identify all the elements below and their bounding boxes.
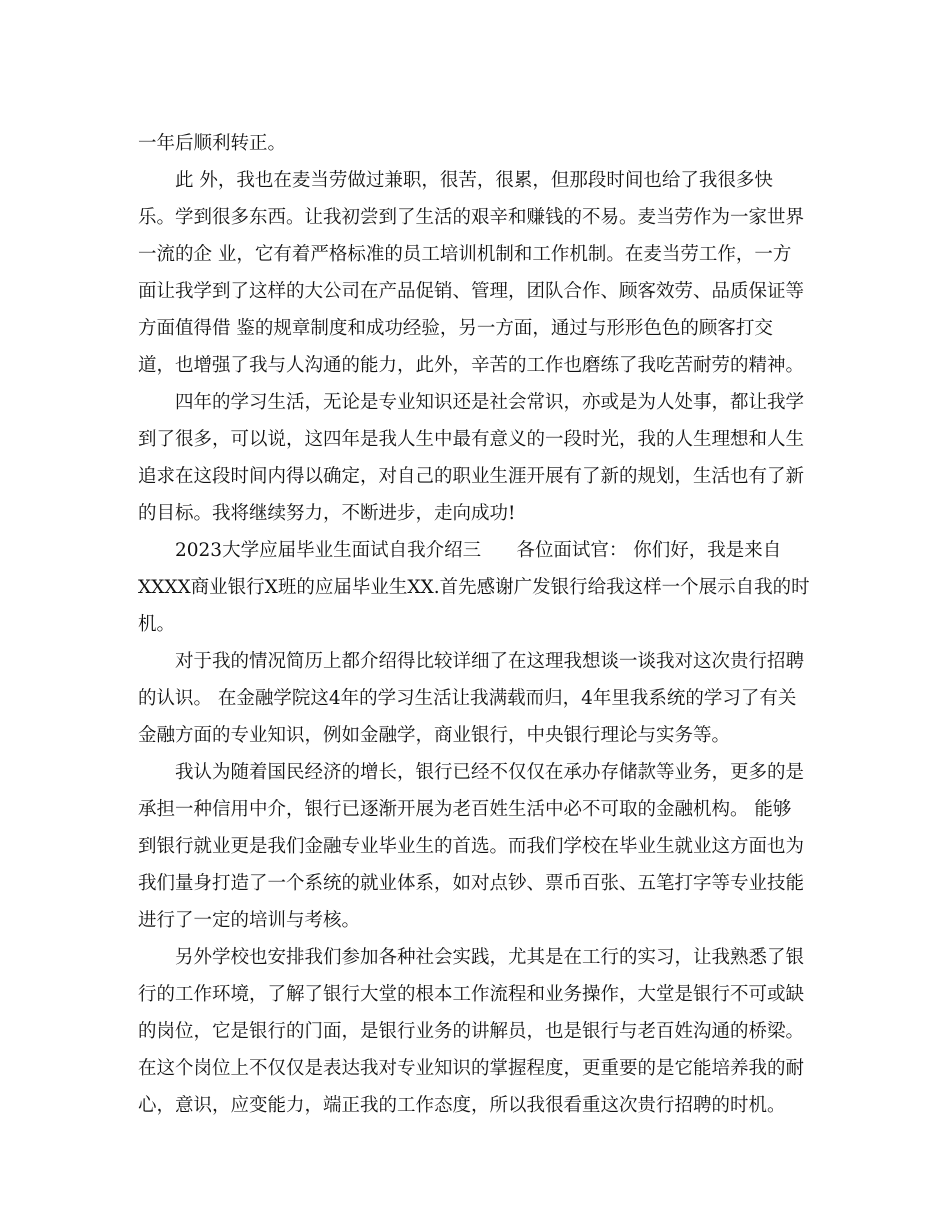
text-line: 2023大学应届毕业生面试自我介绍三 各位面试官： 你们好，我是来自 (175, 540, 782, 561)
text-line: 机。 (138, 614, 176, 635)
text-line: 对于我的情况简历上都介绍得比较详细了在这理我想谈一谈我对这次贵行招聘 (175, 651, 805, 672)
text-line: 此 外，我也在麦当劳做过兼职，很苦，很累，但那段时间也给了我很多快 (175, 170, 773, 191)
text-line: 面让我学到了这样的大公司在产品促销、管理，团队合作、顾客效劳、品质保证等 (138, 281, 805, 302)
text-line: 到了很多，可以说，这四年是我人生中最有意义的一段时光，我的人生理想和人生 (138, 429, 805, 450)
text-line: 在这个岗位上不仅仅是表达我对专业知识的掌握程度，更重要的是它能培养我的耐 (138, 1058, 805, 1079)
text-line: 到银行就业更是我们金融专业毕业生的首选。而我们学校在毕业生就业这方面也为 (138, 836, 805, 857)
text-line: 承担一种信用中介，银行已逐渐开展为老百姓生活中必不可取的金融机构。 能够 (138, 799, 792, 820)
text-line: 四年的学习生活，无论是专业知识还是社会常识，亦或是为人处事，都让我学 (175, 392, 805, 413)
text-line: 追求在这段时间内得以确定，对自己的职业生涯开展有了新的规划，生活也有了新 (138, 466, 805, 487)
text-line: XXXX商业银行X班的应届毕业生XX.首先感谢广发银行给我这样一个展示自我的时 (138, 577, 810, 598)
text-line: 金融方面的专业知识，例如金融学，商业银行，中央银行理论与实务等。 (138, 725, 731, 746)
text-line: 方面值得借 鉴的规章制度和成功经验，另一方面，通过与形形色色的顾客打交 (138, 318, 773, 339)
text-line: 道，也增强了我与人沟通的能力，此外，辛苦的工作也磨练了我吃苦耐劳的精神。 (138, 355, 805, 376)
text-line: 的岗位，它是银行的门面，是银行业务的讲解员，也是银行与老百姓沟通的桥梁。 (138, 1021, 805, 1042)
text-line: 我认为随着国民经济的增长，银行已经不仅仅在承办存储款等业务，更多的是 (175, 762, 805, 783)
text-line: 我们量身打造了一个系统的就业体系，如对点钞、票币百张、五笔打字等专业技能 (138, 873, 805, 894)
text-line: 心，意识，应变能力，端正我的工作态度，所以我很看重这次贵行招聘的时机。 (138, 1095, 786, 1116)
text-line: 一流的企 业，它有着严格标准的员工培训机制和工作机制。在麦当劳工作，一方 (138, 244, 792, 265)
text-line: 进行了一定的培训与考核。 (138, 910, 361, 931)
text-line: 乐。学到很多东西。让我初尝到了生活的艰辛和赚钱的不易。麦当劳作为一家世界 (138, 207, 805, 228)
text-line: 行的工作环境，了解了银行大堂的根本工作流程和业务操作，大堂是银行不可或缺 (138, 984, 805, 1005)
text-line: 一年后顺利转正。 (138, 133, 287, 154)
text-line: 的目标。我将继续努力，不断进步，走向成功! (138, 503, 516, 524)
text-line: 另外学校也安排我们参加各种社会实践，尤其是在工行的实习，让我熟悉了银 (175, 947, 805, 968)
text-line: 的认识。 在金融学院这4年的学习生活让我满载而归，4年里我系统的学习了有关 (138, 688, 797, 709)
